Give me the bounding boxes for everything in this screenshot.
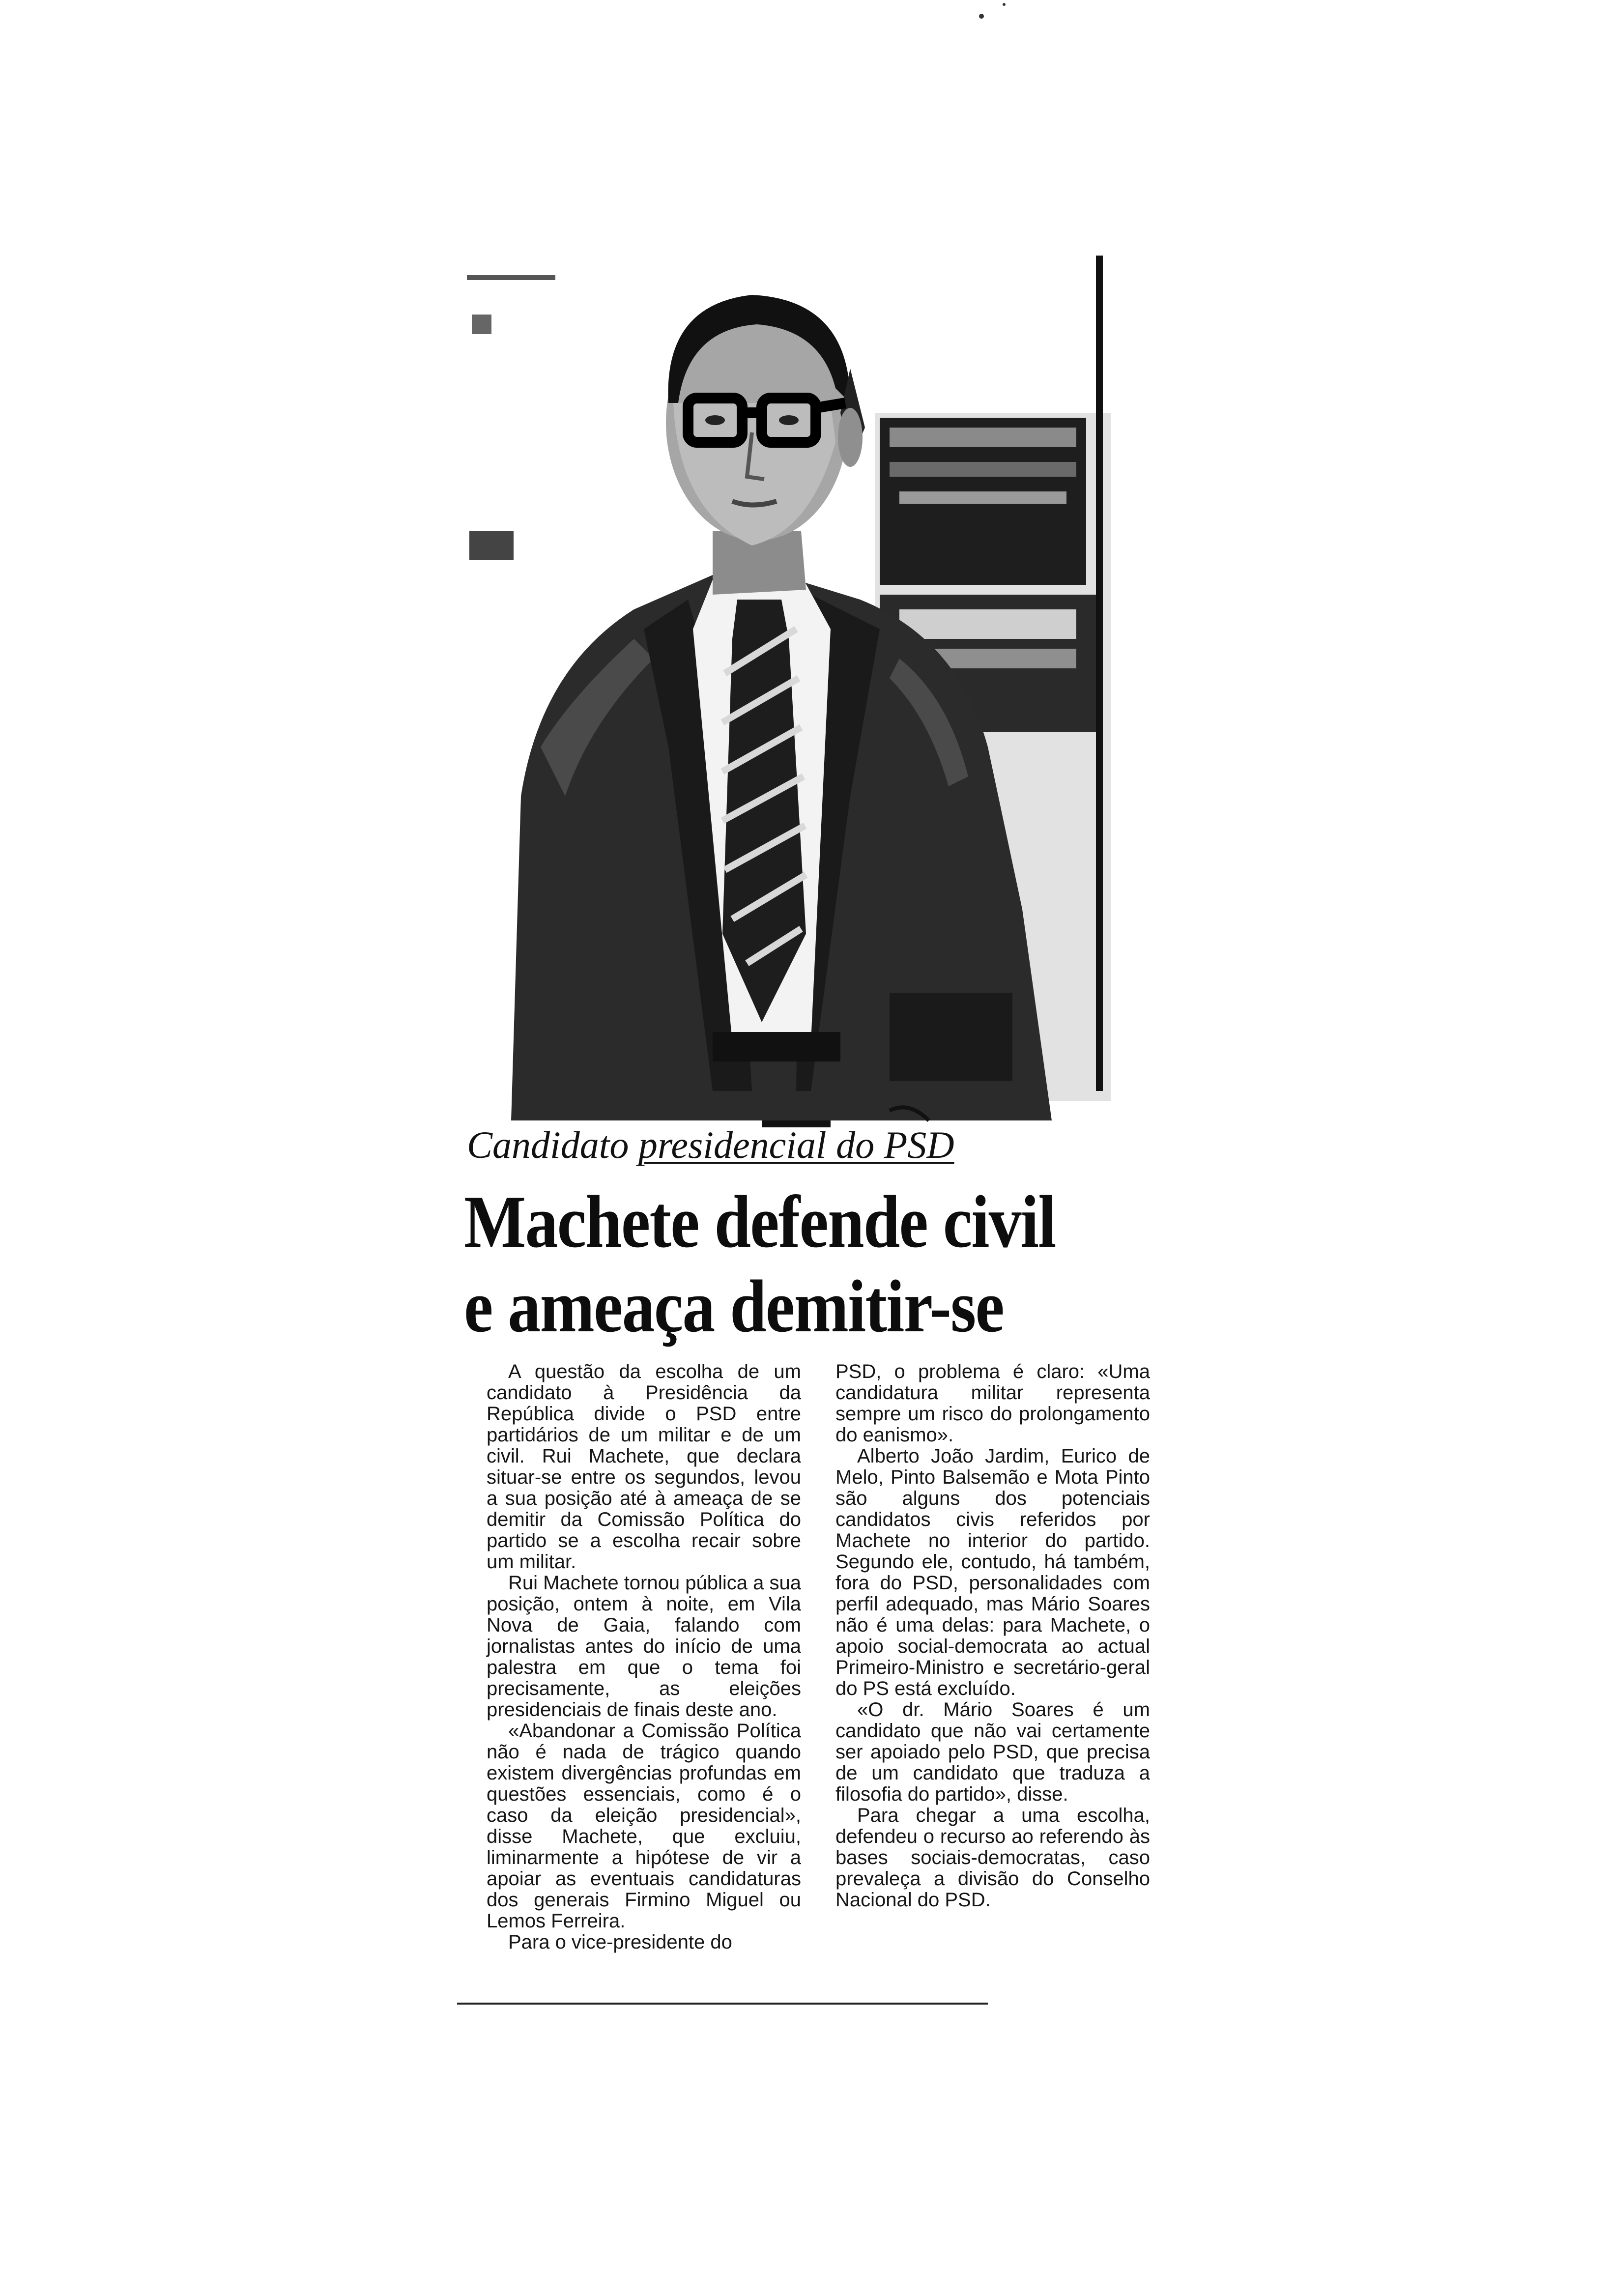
kicker-part1: Candidato [467,1123,638,1166]
bottom-rule [457,2003,988,2005]
paragraph: «Abandonar a Comissão Política não é nada de trágico quando existem divergências profundas em questões essenciais, como é o caso da eleição presidencial», disse Machete, que excluiu, liminarmente a hipótese de vir a apoiar as eventuais candidaturas dos generais Firmino Miguel ou Lemos Ferreira. [487,1720,801,1932]
article-column-left [487,1361,801,1953]
kicker-part2: presidencial do PSD [638,1123,954,1166]
scan-speck [979,14,984,19]
headline [464,1179,1069,1349]
paragraph: A questão da escolha de um candidato à Presidência da República divide o PSD entre partidários de um militar e de um civil. Rui Machete, que declara situar-se entre os segundos, levou a sua posição até à ameaça de se demitir da Comissão Política do partido se a escolha recair sobre um militar. [487,1361,801,1573]
scan-speck [1003,3,1006,6]
article-column-right [835,1361,1150,1911]
paragraph: Alberto João Jardim, Eurico de Melo, Pinto Balsemão e Mota Pinto são alguns dos potenciais candidatos civis referidos por Machete no interior do partido. Segundo ele, contudo, há também, fora do PSD, personalidades com perfil adequado, mas Mário Soares não é uma delas: para Machete, o apoio social-democrata ao actual Primeiro-Ministro e secretário-geral do PS está excluído. [835,1445,1150,1699]
paragraph: «O dr. Mário Soares é um candidato que não vai certamente ser apoiado pelo PSD, que precisa de um candidato que traduza a filosofia do partido», disse. [835,1699,1150,1805]
headline-line-2: e ameaça demitir-se [464,1265,1004,1348]
headline-line-1: Machete defende civil [464,1180,1056,1263]
kicker [467,1123,954,1167]
paragraph: Rui Machete tornou pública a sua posição, ontem à noite, em Vila Nova de Gaia, falando com jornalistas antes do início de uma palestra em que o tema foi precisamente, as eleições presidenciais de finais deste ano. [487,1572,801,1721]
paragraph: Para chegar a uma escolha, defendeu o recurso ao referendo às bases sociais-democratas, caso prevaleça a divisão do Conselho Nacional do PSD. [835,1805,1150,1911]
portrait-photo-graphic [457,256,1140,1140]
newspaper-clipping [457,256,1155,2074]
paragraph: Para o vice-presidente do [508,1931,732,1953]
portrait-photo [457,256,1140,1140]
paragraph: PSD, o problema é claro: «Uma candidatura militar representa sempre um risco do prolongamento do eanismo». [835,1361,1150,1446]
